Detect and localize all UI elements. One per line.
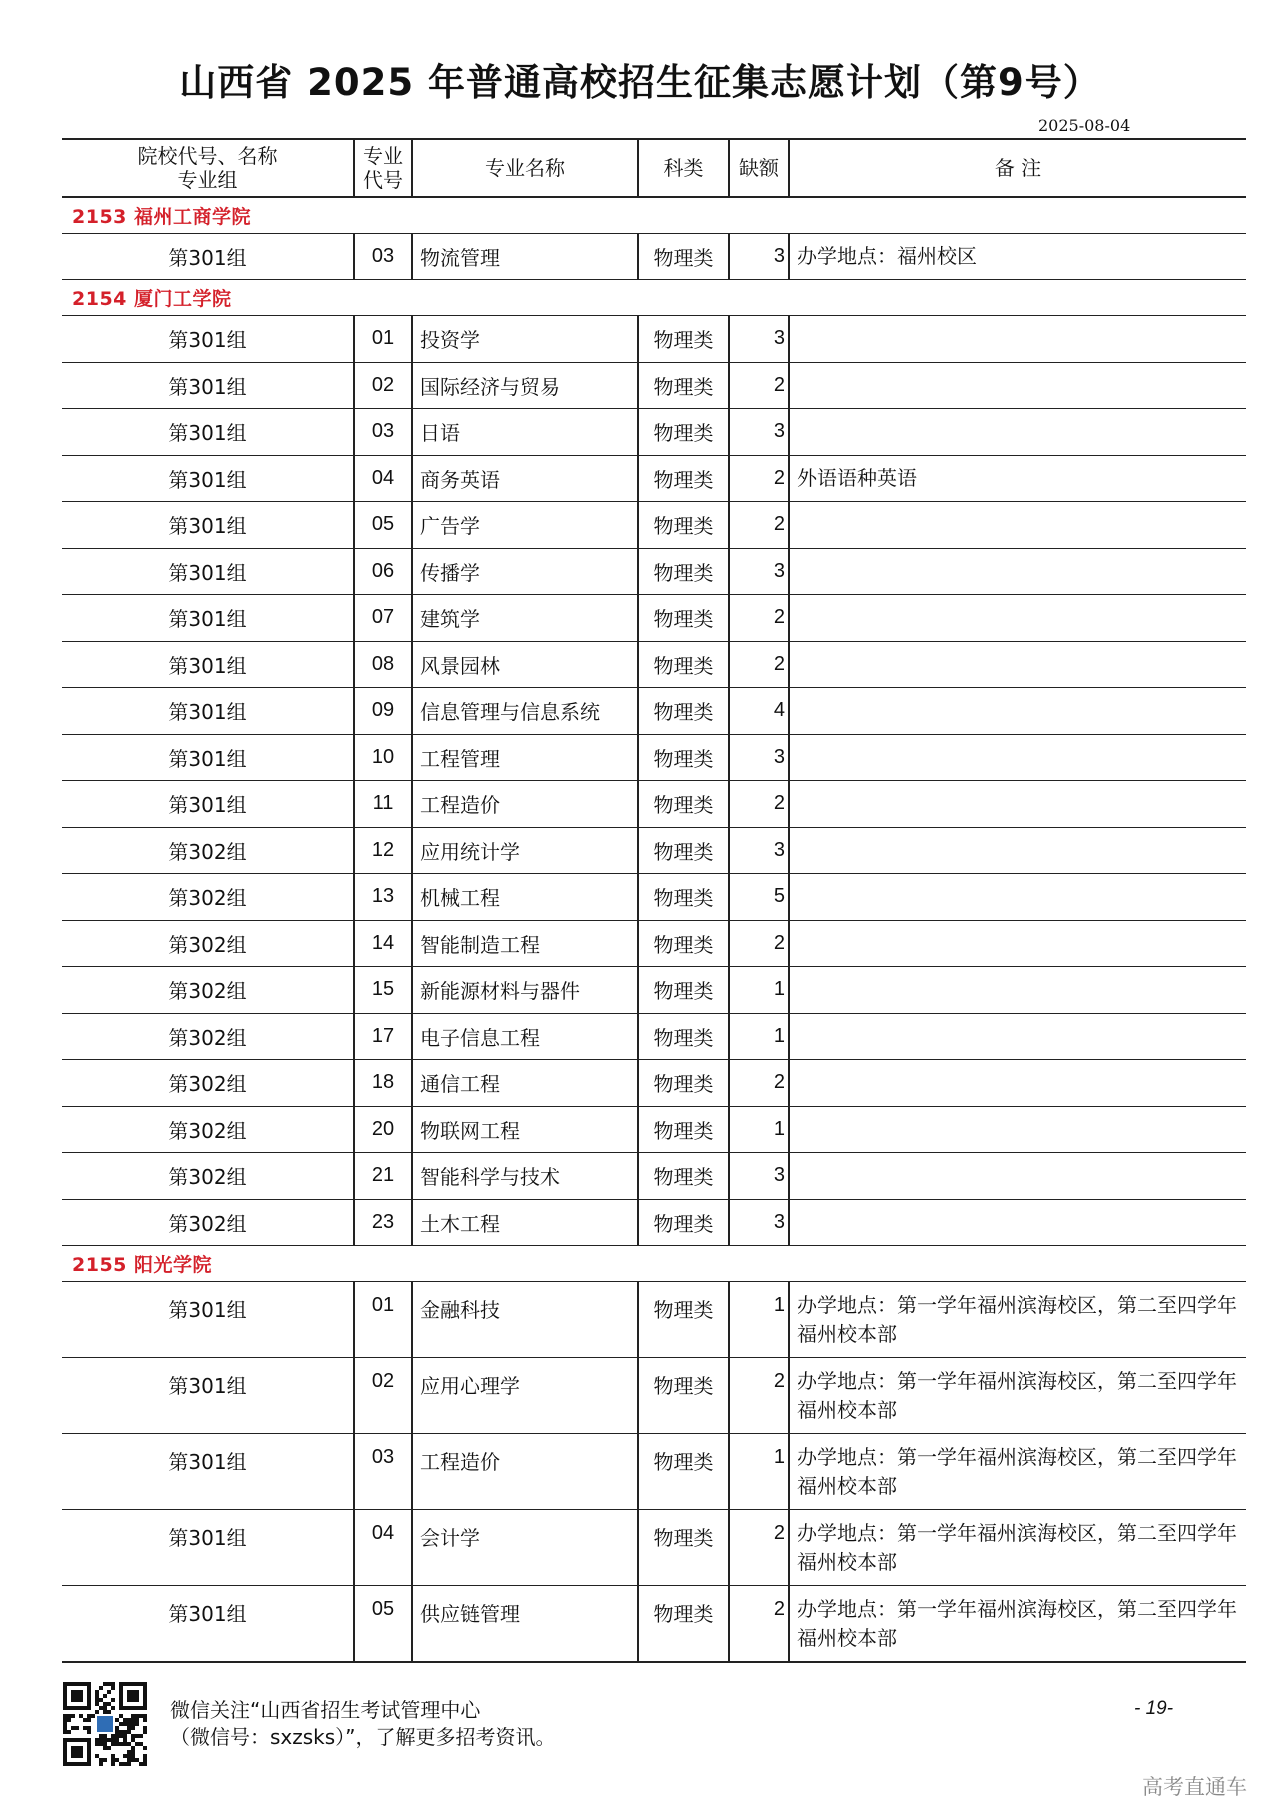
quota-cell: 3	[729, 734, 789, 781]
major-name-cell: 物联网工程	[412, 1106, 638, 1153]
group-cell: 第301组	[62, 1358, 354, 1434]
major-name-cell: 会计学	[412, 1510, 638, 1586]
quota-cell: 2	[729, 920, 789, 967]
group-cell: 第301组	[62, 688, 354, 735]
major-code-cell: 15	[354, 967, 412, 1014]
table-row	[62, 641, 1246, 688]
header-major-code-line1: 专业	[363, 144, 403, 168]
major-code-cell: 09	[354, 688, 412, 735]
group-cell: 第302组	[62, 874, 354, 921]
remark-cell	[789, 1106, 1246, 1153]
quota-cell: 3	[729, 1199, 789, 1246]
group-cell: 第301组	[62, 1434, 354, 1510]
category-cell: 物理类	[638, 1282, 729, 1358]
remark-cell	[789, 362, 1246, 409]
quota-cell: 5	[729, 874, 789, 921]
category-cell: 物理类	[638, 734, 729, 781]
group-cell: 第301组	[62, 1282, 354, 1358]
major-code-cell: 03	[354, 233, 412, 280]
major-code-cell: 11	[354, 781, 412, 828]
header-remarks: 备 注	[789, 139, 1246, 197]
remark-cell	[789, 641, 1246, 688]
remark-cell	[789, 316, 1246, 363]
quota-cell: 1	[729, 1106, 789, 1153]
footer-line-2: （微信号：sxzsks）”，了解更多招考资讯。	[170, 1725, 556, 1749]
table-body	[62, 197, 1246, 1662]
category-cell: 物理类	[638, 967, 729, 1014]
table-row	[62, 1106, 1246, 1153]
table-row	[62, 548, 1246, 595]
header-major-name: 专业名称	[412, 139, 638, 197]
major-name-cell: 新能源材料与器件	[412, 967, 638, 1014]
table-row	[62, 316, 1246, 363]
major-code-cell: 03	[354, 409, 412, 456]
group-cell: 第302组	[62, 1106, 354, 1153]
group-cell: 第301组	[62, 734, 354, 781]
group-cell: 第301组	[62, 548, 354, 595]
category-cell: 物理类	[638, 548, 729, 595]
table-row	[62, 1358, 1246, 1434]
table-row	[62, 1434, 1246, 1510]
quota-cell: 4	[729, 688, 789, 735]
group-cell: 第301组	[62, 781, 354, 828]
category-cell: 物理类	[638, 920, 729, 967]
group-cell: 第301组	[62, 502, 354, 549]
table-row	[62, 1586, 1246, 1662]
group-cell: 第302组	[62, 1153, 354, 1200]
table-row	[62, 1199, 1246, 1246]
remark-cell	[789, 734, 1246, 781]
group-cell: 第301组	[62, 233, 354, 280]
enrollment-plan-table	[62, 138, 1246, 1663]
group-cell: 第301组	[62, 362, 354, 409]
quota-cell: 2	[729, 1060, 789, 1107]
table-row	[62, 734, 1246, 781]
major-code-cell: 07	[354, 595, 412, 642]
remark-cell	[789, 688, 1246, 735]
quota-cell: 1	[729, 967, 789, 1014]
major-code-cell: 18	[354, 1060, 412, 1107]
watermark: 高考直通车	[1142, 1775, 1247, 1799]
remark-cell: 办学地点：福州校区	[789, 233, 1246, 280]
remark-cell: 办学地点：第一学年福州滨海校区，第二至四学年福州校本部	[789, 1586, 1246, 1662]
quota-cell: 1	[729, 1282, 789, 1358]
major-name-cell: 商务英语	[412, 455, 638, 502]
footer-line-1: 微信关注“山西省招生考试管理中心	[170, 1698, 481, 1722]
major-name-cell: 应用心理学	[412, 1358, 638, 1434]
table-row	[62, 409, 1246, 456]
category-cell: 物理类	[638, 1586, 729, 1662]
remark-cell	[789, 548, 1246, 595]
header-institution-label: 院校代号、名称	[137, 144, 278, 168]
major-name-cell: 通信工程	[412, 1060, 638, 1107]
group-cell: 第301组	[62, 455, 354, 502]
category-cell: 物理类	[638, 1153, 729, 1200]
table-row	[62, 1282, 1246, 1358]
category-cell: 物理类	[638, 1358, 729, 1434]
table-row	[62, 1153, 1246, 1200]
major-code-cell: 13	[354, 874, 412, 921]
page-number: - 19-	[1134, 1698, 1174, 1719]
major-code-cell: 02	[354, 1358, 412, 1434]
quota-cell: 2	[729, 362, 789, 409]
institution-label: 2154 厦门工学院	[62, 280, 1246, 316]
table-row	[62, 502, 1246, 549]
header-institution-group	[62, 139, 354, 197]
major-code-cell: 06	[354, 548, 412, 595]
quota-cell: 2	[729, 641, 789, 688]
remark-cell	[789, 1060, 1246, 1107]
major-name-cell: 金融科技	[412, 1282, 638, 1358]
major-name-cell: 风景园林	[412, 641, 638, 688]
group-cell: 第302组	[62, 1060, 354, 1107]
table-row	[62, 1510, 1246, 1586]
major-name-cell: 国际经济与贸易	[412, 362, 638, 409]
table-row	[62, 1013, 1246, 1060]
table-row	[62, 967, 1246, 1014]
group-cell: 第302组	[62, 827, 354, 874]
table-row	[62, 362, 1246, 409]
category-cell: 物理类	[638, 1060, 729, 1107]
major-name-cell: 传播学	[412, 548, 638, 595]
institution-row	[62, 197, 1246, 233]
table-row	[62, 1060, 1246, 1107]
remark-cell	[789, 1153, 1246, 1200]
group-cell: 第301组	[62, 595, 354, 642]
group-cell: 第302组	[62, 1013, 354, 1060]
institution-label: 2153 福州工商学院	[62, 197, 1246, 233]
category-cell: 物理类	[638, 641, 729, 688]
category-cell: 物理类	[638, 1199, 729, 1246]
major-name-cell: 机械工程	[412, 874, 638, 921]
major-code-cell: 05	[354, 1586, 412, 1662]
remark-cell	[789, 781, 1246, 828]
category-cell: 物理类	[638, 455, 729, 502]
major-name-cell: 土木工程	[412, 1199, 638, 1246]
header-group-label: 专业组	[177, 168, 238, 192]
major-code-cell: 23	[354, 1199, 412, 1246]
group-cell: 第301组	[62, 409, 354, 456]
footer-wechat-notice	[170, 1697, 556, 1751]
table-row	[62, 233, 1246, 280]
major-name-cell: 信息管理与信息系统	[412, 688, 638, 735]
remark-cell: 办学地点：第一学年福州滨海校区，第二至四学年福州校本部	[789, 1282, 1246, 1358]
quota-cell: 2	[729, 1586, 789, 1662]
category-cell: 物理类	[638, 362, 729, 409]
quota-cell: 2	[729, 502, 789, 549]
major-name-cell: 智能制造工程	[412, 920, 638, 967]
quota-cell: 3	[729, 827, 789, 874]
institution-label: 2155 阳光学院	[62, 1246, 1246, 1282]
quota-cell: 2	[729, 781, 789, 828]
category-cell: 物理类	[638, 233, 729, 280]
remark-cell: 外语语种英语	[789, 455, 1246, 502]
category-cell: 物理类	[638, 1434, 729, 1510]
institution-row	[62, 1246, 1246, 1282]
major-code-cell: 21	[354, 1153, 412, 1200]
category-cell: 物理类	[638, 1106, 729, 1153]
major-name-cell: 供应链管理	[412, 1586, 638, 1662]
remark-cell: 办学地点：第一学年福州滨海校区，第二至四学年福州校本部	[789, 1358, 1246, 1434]
group-cell: 第301组	[62, 1586, 354, 1662]
quota-cell: 1	[729, 1434, 789, 1510]
category-cell: 物理类	[638, 316, 729, 363]
table-header-row	[62, 139, 1246, 197]
category-cell: 物理类	[638, 409, 729, 456]
major-code-cell: 03	[354, 1434, 412, 1510]
category-cell: 物理类	[638, 781, 729, 828]
major-code-cell: 01	[354, 316, 412, 363]
table-row	[62, 455, 1246, 502]
publish-date: 2025-08-04	[1038, 116, 1131, 135]
major-code-cell: 08	[354, 641, 412, 688]
quota-cell: 2	[729, 455, 789, 502]
table-row	[62, 595, 1246, 642]
major-name-cell: 建筑学	[412, 595, 638, 642]
group-cell: 第302组	[62, 967, 354, 1014]
table-row	[62, 827, 1246, 874]
quota-cell: 3	[729, 1153, 789, 1200]
major-name-cell: 工程造价	[412, 781, 638, 828]
group-cell: 第301组	[62, 316, 354, 363]
quota-cell: 2	[729, 595, 789, 642]
major-code-cell: 01	[354, 1282, 412, 1358]
institution-row	[62, 280, 1246, 316]
remark-cell: 办学地点：第一学年福州滨海校区，第二至四学年福州校本部	[789, 1434, 1246, 1510]
quota-cell: 3	[729, 316, 789, 363]
category-cell: 物理类	[638, 827, 729, 874]
major-code-cell: 17	[354, 1013, 412, 1060]
remark-cell	[789, 1013, 1246, 1060]
table-row	[62, 688, 1246, 735]
group-cell: 第302组	[62, 920, 354, 967]
major-code-cell: 14	[354, 920, 412, 967]
group-cell: 第301组	[62, 1510, 354, 1586]
quota-cell: 3	[729, 233, 789, 280]
wechat-qr-code	[63, 1682, 147, 1766]
remark-cell	[789, 409, 1246, 456]
major-name-cell: 物流管理	[412, 233, 638, 280]
category-cell: 物理类	[638, 502, 729, 549]
remark-cell: 办学地点：第一学年福州滨海校区，第二至四学年福州校本部	[789, 1510, 1246, 1586]
table-row	[62, 781, 1246, 828]
major-name-cell: 应用统计学	[412, 827, 638, 874]
remark-cell	[789, 874, 1246, 921]
page-title: 山西省 2025 年普通高校招生征集志愿计划（第9号）	[179, 61, 1101, 104]
major-code-cell: 02	[354, 362, 412, 409]
major-name-cell: 广告学	[412, 502, 638, 549]
remark-cell	[789, 827, 1246, 874]
group-cell: 第302组	[62, 1199, 354, 1246]
major-name-cell: 电子信息工程	[412, 1013, 638, 1060]
major-code-cell: 04	[354, 1510, 412, 1586]
header-major-code	[354, 139, 412, 197]
header-category: 科类	[638, 139, 729, 197]
major-code-cell: 12	[354, 827, 412, 874]
remark-cell	[789, 967, 1246, 1014]
header-quota: 缺额	[729, 139, 789, 197]
major-name-cell: 工程造价	[412, 1434, 638, 1510]
major-code-cell: 04	[354, 455, 412, 502]
remark-cell	[789, 1199, 1246, 1246]
category-cell: 物理类	[638, 688, 729, 735]
major-name-cell: 投资学	[412, 316, 638, 363]
group-cell: 第301组	[62, 641, 354, 688]
category-cell: 物理类	[638, 874, 729, 921]
remark-cell	[789, 595, 1246, 642]
major-name-cell: 智能科学与技术	[412, 1153, 638, 1200]
category-cell: 物理类	[638, 1013, 729, 1060]
table-row	[62, 874, 1246, 921]
quota-cell: 3	[729, 409, 789, 456]
remark-cell	[789, 502, 1246, 549]
category-cell: 物理类	[638, 1510, 729, 1586]
major-name-cell: 日语	[412, 409, 638, 456]
table-row	[62, 920, 1246, 967]
major-code-cell: 10	[354, 734, 412, 781]
category-cell: 物理类	[638, 595, 729, 642]
quota-cell: 2	[729, 1358, 789, 1434]
quota-cell: 1	[729, 1013, 789, 1060]
remark-cell	[789, 920, 1246, 967]
major-code-cell: 20	[354, 1106, 412, 1153]
quota-cell: 3	[729, 548, 789, 595]
header-major-code-line2: 代号	[363, 168, 403, 192]
major-name-cell: 工程管理	[412, 734, 638, 781]
major-code-cell: 05	[354, 502, 412, 549]
quota-cell: 2	[729, 1510, 789, 1586]
